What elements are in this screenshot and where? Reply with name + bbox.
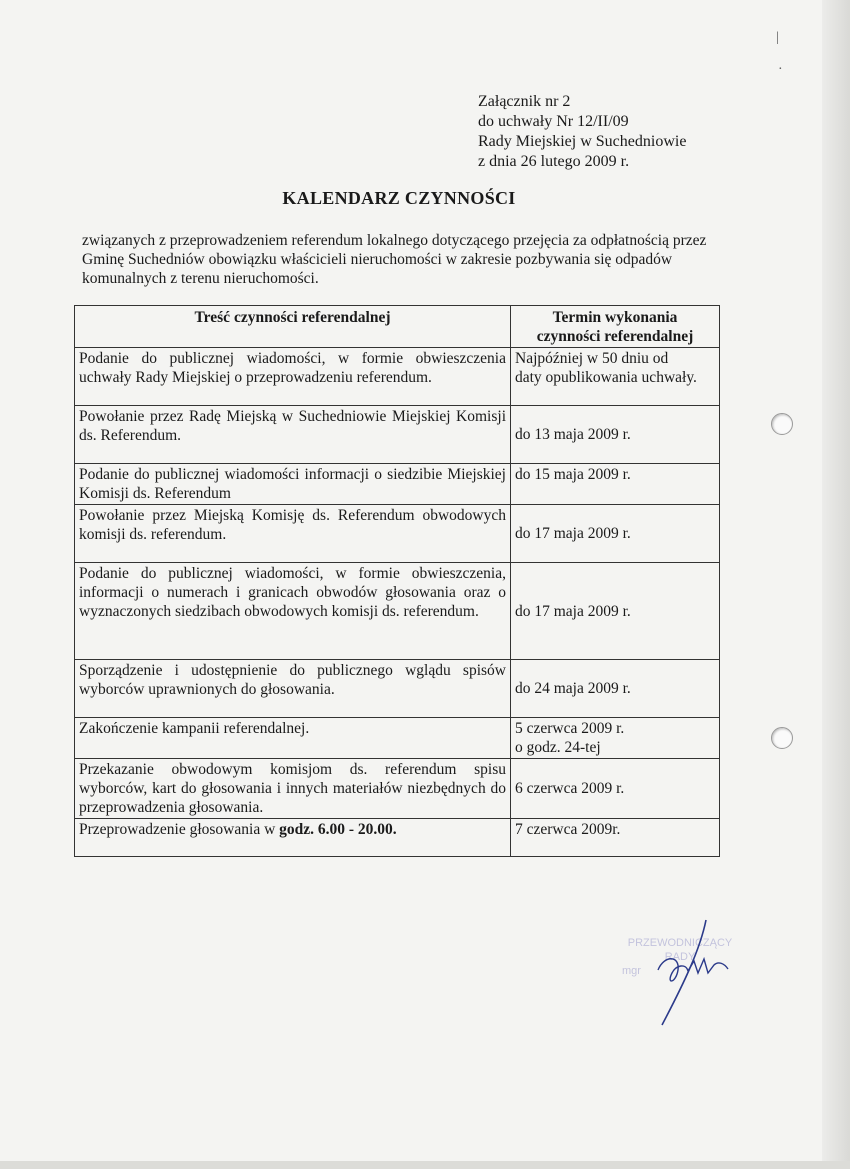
activity-cell: Sporządzenie i udostępnienie do publicznego wglądu spisów wyborców uprawnionych do głosowania. — [75, 660, 511, 718]
header-activity: Treść czynności referendalnej — [75, 306, 511, 348]
header-deadline-line: Termin wykonania — [552, 309, 678, 326]
deadline-cell — [511, 759, 720, 819]
activity-cell: Podanie do publicznej wiadomości, w formie obwieszczenia, informacji o numerach i granicach obwodów głosowania oraz o wyznaczonych siedzibach obwodowych komisji ds. referendum. — [75, 563, 511, 660]
table-row — [75, 406, 720, 464]
attachment-line: Rady Miejskiej w Suchedniowie — [478, 133, 687, 150]
activity-cell: Przekazanie obwodowym komisjom ds. referendum spisu wyborców, kart do głosowania i innych materiałów niezbędnych do przeprowadzenia głosowania. — [75, 759, 511, 819]
scan-mark: | — [776, 30, 779, 45]
deadline-cell — [511, 348, 720, 406]
stamp-line: PRZEWODNICZĄCY — [627, 937, 733, 949]
deadline-line: daty opublikowania uchwały. — [515, 369, 697, 386]
activity-cell — [75, 819, 511, 857]
deadline-cell — [511, 819, 720, 857]
table-row — [75, 718, 720, 759]
deadline-cell — [511, 505, 720, 563]
deadline-line: do 15 maja 2009 r. — [515, 466, 631, 483]
deadline-line: do 17 maja 2009 r. — [515, 602, 631, 620]
activity-cell: Zakończenie kampanii referendalnej. — [75, 718, 511, 759]
table-row — [75, 464, 720, 505]
deadline-cell — [511, 563, 720, 660]
deadline-line: 5 czerwca 2009 r. — [515, 720, 625, 737]
deadline-line: o godz. 24-tej — [515, 739, 601, 756]
deadline-line: do 17 maja 2009 r. — [515, 525, 631, 542]
activity-cell: Powołanie przez Radę Miejską w Suchedniowie Miejskiej Komisji ds. Referendum. — [75, 406, 511, 464]
table-row — [75, 660, 720, 718]
deadline-cell — [511, 718, 720, 759]
scan-edge — [822, 0, 850, 1169]
activity-cell: Podanie do publicznej wiadomości, w formie obwieszczenia uchwały Rady Miejskiej o przeprowadzeniu referendum. — [75, 348, 511, 406]
deadline-line: do 24 maja 2009 r. — [515, 680, 631, 697]
schedule-table — [74, 305, 720, 857]
deadline-cell — [511, 660, 720, 718]
document-title: KALENDARZ CZYNNOŚCI — [282, 188, 516, 208]
punch-hole — [771, 413, 793, 435]
attachment-line: do uchwały Nr 12/II/09 — [478, 113, 629, 130]
deadline-cell — [511, 406, 720, 464]
scan-mark: · — [778, 62, 783, 77]
attachment-line: Załącznik nr 2 — [478, 93, 571, 110]
activity-bold-text: godz. 6.00 - 20.00. — [279, 821, 397, 838]
handwritten-signature — [628, 915, 758, 1030]
header-deadline — [511, 306, 720, 348]
stamp-line: RADY — [664, 951, 696, 963]
activity-cell: Podanie do publicznej wiadomości informacji o siedzibie Miejskiej Komisji ds. Referendum — [75, 464, 511, 505]
deadline-line: 6 czerwca 2009 r. — [515, 780, 625, 797]
intro-paragraph: związanych z przeprowadzeniem referendum lokalnego dotyczącego przejęcia za odpłatnością przez Gminę Suchedniów obowiązku właścicieli nieruchomości w zakresie pozbywania się odpadów komunalnych z terenu nieruchomości. — [82, 232, 707, 287]
activity-cell: Powołanie przez Miejską Komisję ds. Referendum obwodowych komisji ds. referendum. — [75, 505, 511, 563]
punch-hole — [771, 727, 793, 749]
attachment-header — [478, 92, 686, 172]
deadline-line: Najpóźniej w 50 dniu od — [515, 350, 669, 367]
activity-text: Przeprowadzenie głosowania w — [79, 821, 280, 838]
table-row — [75, 563, 720, 660]
deadline-line: 7 czerwca 2009r. — [515, 821, 621, 838]
table-header-row — [75, 306, 720, 348]
scan-edge-bottom — [0, 1161, 850, 1169]
table-row — [75, 505, 720, 563]
header-deadline-line: czynności referendalnej — [536, 328, 694, 345]
stamp-line: mgr — [622, 965, 641, 977]
deadline-line: do 13 maja 2009 r. — [515, 426, 631, 443]
table-row — [75, 819, 720, 857]
table-row — [75, 348, 720, 406]
deadline-cell — [511, 464, 720, 505]
attachment-line: z dnia 26 lutego 2009 r. — [478, 153, 630, 170]
table-row — [75, 759, 720, 819]
